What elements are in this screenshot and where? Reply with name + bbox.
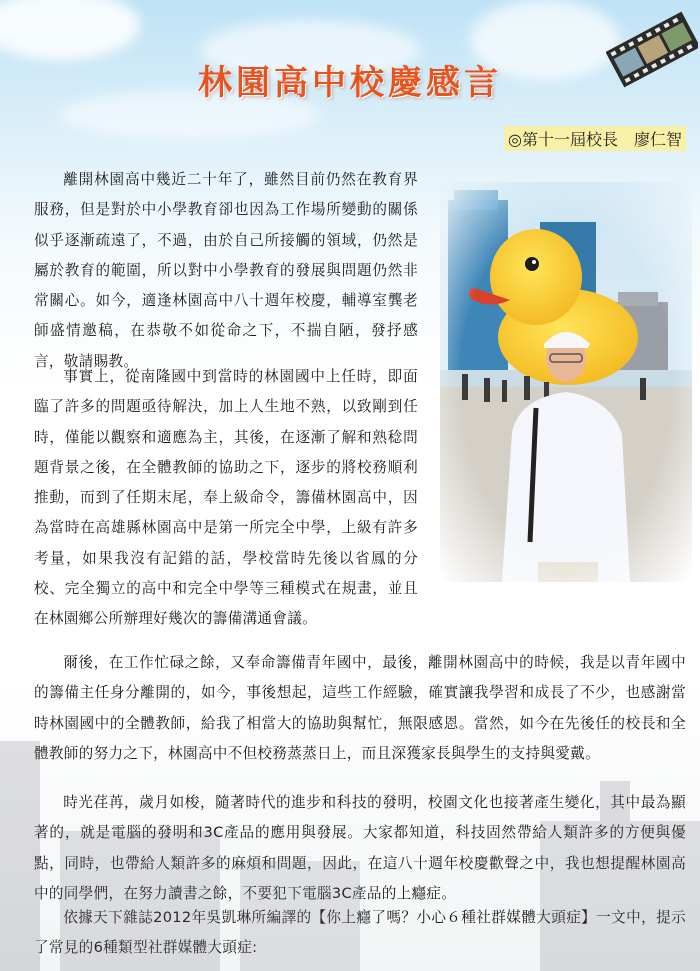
author-line: ◎第十一屆校長 廖仁智 bbox=[504, 126, 686, 151]
sky-cloud bbox=[0, 0, 140, 60]
paragraph-4: 時光荏苒，歲月如梭，隨著時代的進步和科技的發明，校園文化也接著產生變化，其中最為顯著的，就是電腦的發明和3C產品的應用與發展。大家都知道，科技固然帶給人類許多的方便與優點，同時，也帶給人類許多的麻煩和問題，因此，在這八十週年校慶歡聲之中，我也想提醒林園高中的同學們，在努力讀書之餘，不要犯下電腦3C產品的上癮症。 bbox=[34, 794, 686, 902]
paragraph-2: 事實上，從南隆國中到當時的林園國中上任時，即面臨了許多的問題亟待解決，加上人生地不熟，以致剛到任時，僅能以觀察和適應為主，其後，在逐漸了解和熟稔問題背景之後，在全體教師的協助之下，逐步的將校務順利推動，而到了任期末尾，奉上級命令，籌備林園高中，因為當時在高雄縣林園高中是第一所完全中學，上級有許多考量，如果我沒有記錯的話，學校當時先後以省鳳的分校、完全獨立的高中和完全中學等三種模式在規畫，並且在林園鄉公所辦理好幾次的籌備溝通會議。 bbox=[34, 368, 418, 628]
paragraph-1: 離開林園高中幾近二十年了，雖然目前仍然在教育界服務，但是對於中小學教育卻也因為工作場所變動的關係似乎逐漸疏遠了，不過，由於自己所接觸的領域，仍然是屬於教育的範圍，所以對中小學教育的發展與問題仍然非常關心。如今，適逢林園高中八十週年校慶，輔導室龔老師盛情邀稿，在恭敬不如從命之下，不揣自陋，發抒感言，敬請賜教。 bbox=[34, 171, 418, 370]
page-title: 林園高中校慶感言 bbox=[198, 63, 502, 103]
paragraph-3: 爾後，在工作忙碌之餘，又奉命籌備青年國中，最後，離開林園高中的時候，我是以青年國中的籌備主任身分離開的，如今，事後想起，這些工作經驗，確實讓我學習和成長了不少，也感謝當時林園國中的全體教師，給我了相當大的協助與幫忙，無限感恩。當然，如今在先後任的校長和全體教師的努力之下，林園高中不但校務蒸蒸日上，而且深獲家長與學生的支持與愛戴。 bbox=[34, 654, 686, 762]
principal-photo bbox=[440, 182, 692, 582]
paragraph-5: 依據天下雜誌2012年吳凱琳所編譯的【你上癮了嗎？小心６種社群媒體大頭症】一文中，提示了常見的6種類型社群媒體大頭症: bbox=[34, 909, 686, 957]
